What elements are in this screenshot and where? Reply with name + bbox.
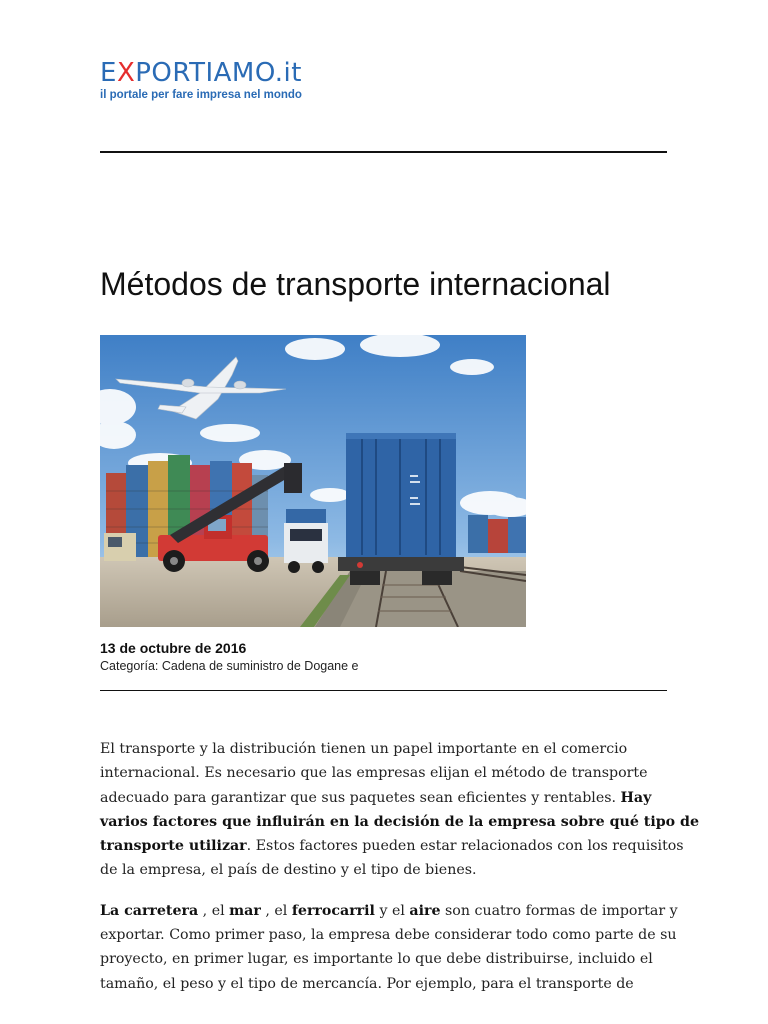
category-label: Categoría: xyxy=(100,659,159,673)
body-paragraph-2 xyxy=(100,899,678,996)
text-line: internacional. Es necesario que las empresas elijan el método de transporte xyxy=(100,765,648,782)
header-divider xyxy=(100,151,667,153)
meta-divider xyxy=(100,690,667,691)
category-link[interactable]: Cadena de suministro de Dogane e xyxy=(158,659,359,673)
text-line: proyecto, en primer lugar, es importante lo que debe distribuirse, incluido el xyxy=(100,951,653,968)
text-line: exportar. Como primer paso, la empresa debe considerar todo como parte de su xyxy=(100,927,677,944)
bold-text: ferrocarril xyxy=(291,902,375,919)
bold-text: mar xyxy=(229,902,261,919)
text-line: El transporte y la distribución tienen un papel importante en el comercio xyxy=(100,741,628,757)
article-body xyxy=(100,737,699,1012)
site-logo[interactable] xyxy=(100,58,302,101)
text-line: adecuado para garantizar que sus paquetes sean eficientes y rentables. Hay xyxy=(100,789,652,806)
bold-text: La carretera xyxy=(100,902,199,919)
text-line: transporte utilizar. Estos factores pueden estar relacionados con los requisitos xyxy=(100,838,684,855)
article-category xyxy=(100,659,359,673)
logo-x-letter: X xyxy=(116,58,136,88)
text-line xyxy=(100,810,699,834)
bold-text: aire xyxy=(409,902,441,919)
text-line: La carretera , el mar , el ferrocarril y el aire son cuatro formas de importar y xyxy=(100,902,678,919)
bold-text: varios factores que influirán en la decisión de la empresa sobre qué tipo de xyxy=(100,813,699,830)
article-date: 13 de octubre de 2016 xyxy=(100,640,247,656)
bold-text: transporte utilizar xyxy=(100,838,247,855)
bold-text: Hay xyxy=(620,789,652,806)
text-line: tamaño, el peso y el tipo de mercancía. Por ejemplo, para el transporte de xyxy=(100,975,634,992)
logo-wordmark: EXPORTIAMO.it xyxy=(100,58,302,88)
text-line: de la empresa, el país de destino y el tipo de bienes. xyxy=(100,862,477,879)
article-title: Métodos de transporte internacional xyxy=(100,266,611,302)
article-hero-image xyxy=(100,335,526,627)
body-paragraph-1 xyxy=(100,737,699,883)
logo-tagline: il portale per fare impresa nel mondo xyxy=(100,89,302,101)
